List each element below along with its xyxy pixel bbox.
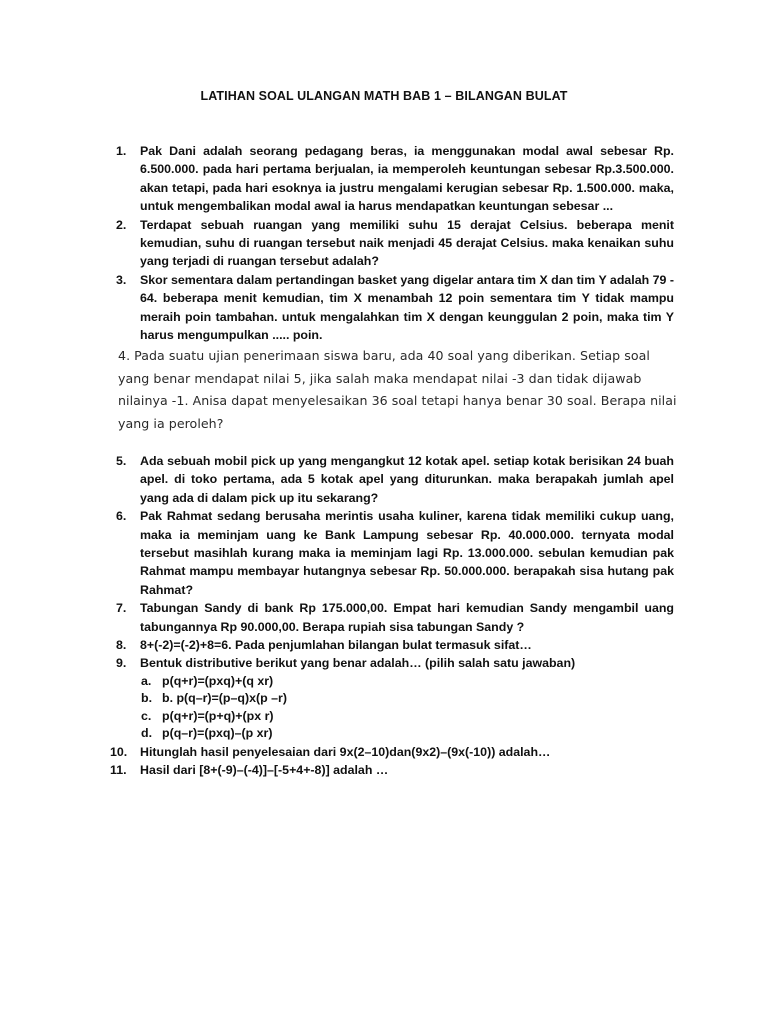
question-4-line: nilainya -1. Anisa dapat menyelesaikan 36 soal tetapi hanya benar 30 soal. Berapa nilai — [118, 393, 677, 409]
option-text: p(q+r)=(p+q)+(px r) — [162, 708, 274, 723]
option-a — [0, 673, 674, 691]
question-3 — [0, 271, 674, 345]
question-9 — [0, 654, 674, 672]
option-text: p(q–r)=(pxq)–(p xr) — [162, 726, 273, 741]
option-b — [0, 690, 674, 708]
question-list-b — [0, 452, 768, 780]
option-letter: a. — [141, 673, 152, 688]
question-text: Ada sebuah mobil pick up yang mengangkut 12 kotak apel. setiap kotak berisikan 24 buah apel. di toko pertama, ada 5 kotak apel yang diturunkan. maka berapakah jumlah apel yang ada di dalam pick up itu sekarang? — [140, 454, 674, 505]
question-text: Tabungan Sandy di bank Rp 175.000,00. Empat hari kemudian Sandy mengambil uang tabungannya Rp 90.000,00. Berapa rupiah sisa tabungan Sandy ? — [140, 601, 674, 634]
question-5 — [0, 452, 674, 507]
question-number: 11. — [110, 763, 127, 778]
question-number: 7. — [116, 601, 127, 616]
question-text: Bentuk distributive berikut yang benar adalah… (pilih salah satu jawaban) — [140, 656, 576, 671]
question-4-line: yang benar mendapat nilai 5, jika salah maka mendapat nilai -3 dan tidak dijawab — [118, 370, 642, 386]
question-number: 3. — [116, 272, 127, 287]
option-text: b. p(q–r)=(p–q)x(p –r) — [162, 691, 287, 706]
question-10 — [0, 743, 674, 761]
option-letter: c. — [141, 708, 152, 723]
question-1 — [0, 142, 674, 216]
question-text: Pak Dani adalah seorang pedagang beras, ia menggunakan modal awal sebesar Rp. 6.500.000. pada hari pertama berjualan, ia memperoleh keuntungan sebesar Rp.3.500.000. akan tetapi, pada hari esoknya ia justru mengalami kerugian sebesar Rp. 1.500.000. maka, untuk mengembalikan modal awal ia harus mendapatkan keuntungan sebesar ... — [140, 144, 674, 214]
question-number: 10. — [110, 744, 128, 759]
question-number: 5. — [116, 454, 127, 468]
option-d — [0, 725, 674, 743]
question-text: Terdapat sebuah ruangan yang memiliki suhu 15 derajat Celsius. beberapa menit kemudian, suhu di ruangan tersebut naik menjadi 45 derajat Celsius. maka kenaikan suhu yang terjadi di ruangan tersebut adalah? — [140, 217, 674, 269]
question-4-line: 4. Pada suatu ujian penerimaan siswa baru, ada 40 soal yang diberikan. Setiap soal — [118, 348, 650, 363]
question-number: 2. — [116, 217, 127, 232]
question-text: Hitunglah hasil penyelesaian dari 9x(2–10)dan(9x2)–(9x(-10)) adalah… — [140, 744, 551, 759]
question-number: 8. — [116, 638, 127, 653]
option-letter: d. — [141, 726, 153, 741]
question-list-a — [0, 142, 768, 344]
option-letter: b. — [141, 691, 153, 706]
question-text: Pak Rahmat sedang berusaha merintis usaha kuliner, karena tidak memiliki cukup uang, maka ia meminjam uang ke Bank Lampung sebesar Rp. 40.000.000. ternyata modal tersebut masihlah kurang maka ia meminjam lagi Rp. 13.000.000. sebulan kemudian pak Rahmat mampu membayar hutangnya sebesar Rp. 50.000.000. berapakah sisa hutang pak Rahmat? — [140, 509, 674, 597]
question-number: 6. — [116, 509, 127, 524]
question-text: 8+(-2)=(-2)+8=6. Pada penjumlahan bilangan bulat termasuk sifat… — [140, 638, 532, 653]
question-4-line: yang ia peroleh? — [118, 415, 224, 431]
option-text: p(q+r)=(pxq)+(q xr) — [162, 673, 274, 688]
question-11 — [0, 761, 674, 779]
question-2 — [0, 216, 674, 271]
option-c — [0, 708, 674, 726]
question-4-pasted-block — [118, 345, 678, 435]
question-7 — [0, 599, 674, 636]
question-text: Hasil dari [8+(-9)–(-4)]–[-5+4+-8)] adalah … — [140, 763, 389, 778]
question-text: Skor sementara dalam pertandingan basket yang digelar antara tim X dan tim Y adalah 79 - 64. beberapa menit kemudian, tim X menambah 12 poin sementara tim Y tidak mampu meraih poin tambahan. untuk mengalahkan tim X dengan keunggulan 2 poin, maka tim Y harus mengumpulkan ..... poin. — [140, 272, 674, 343]
page-title: LATIHAN SOAL ULANGAN MATH BAB 1 – BILANGAN BULAT — [200, 89, 568, 103]
question-number: 9. — [116, 656, 127, 671]
question-number: 1. — [116, 144, 127, 158]
question-6 — [0, 507, 674, 599]
question-8 — [0, 636, 674, 654]
